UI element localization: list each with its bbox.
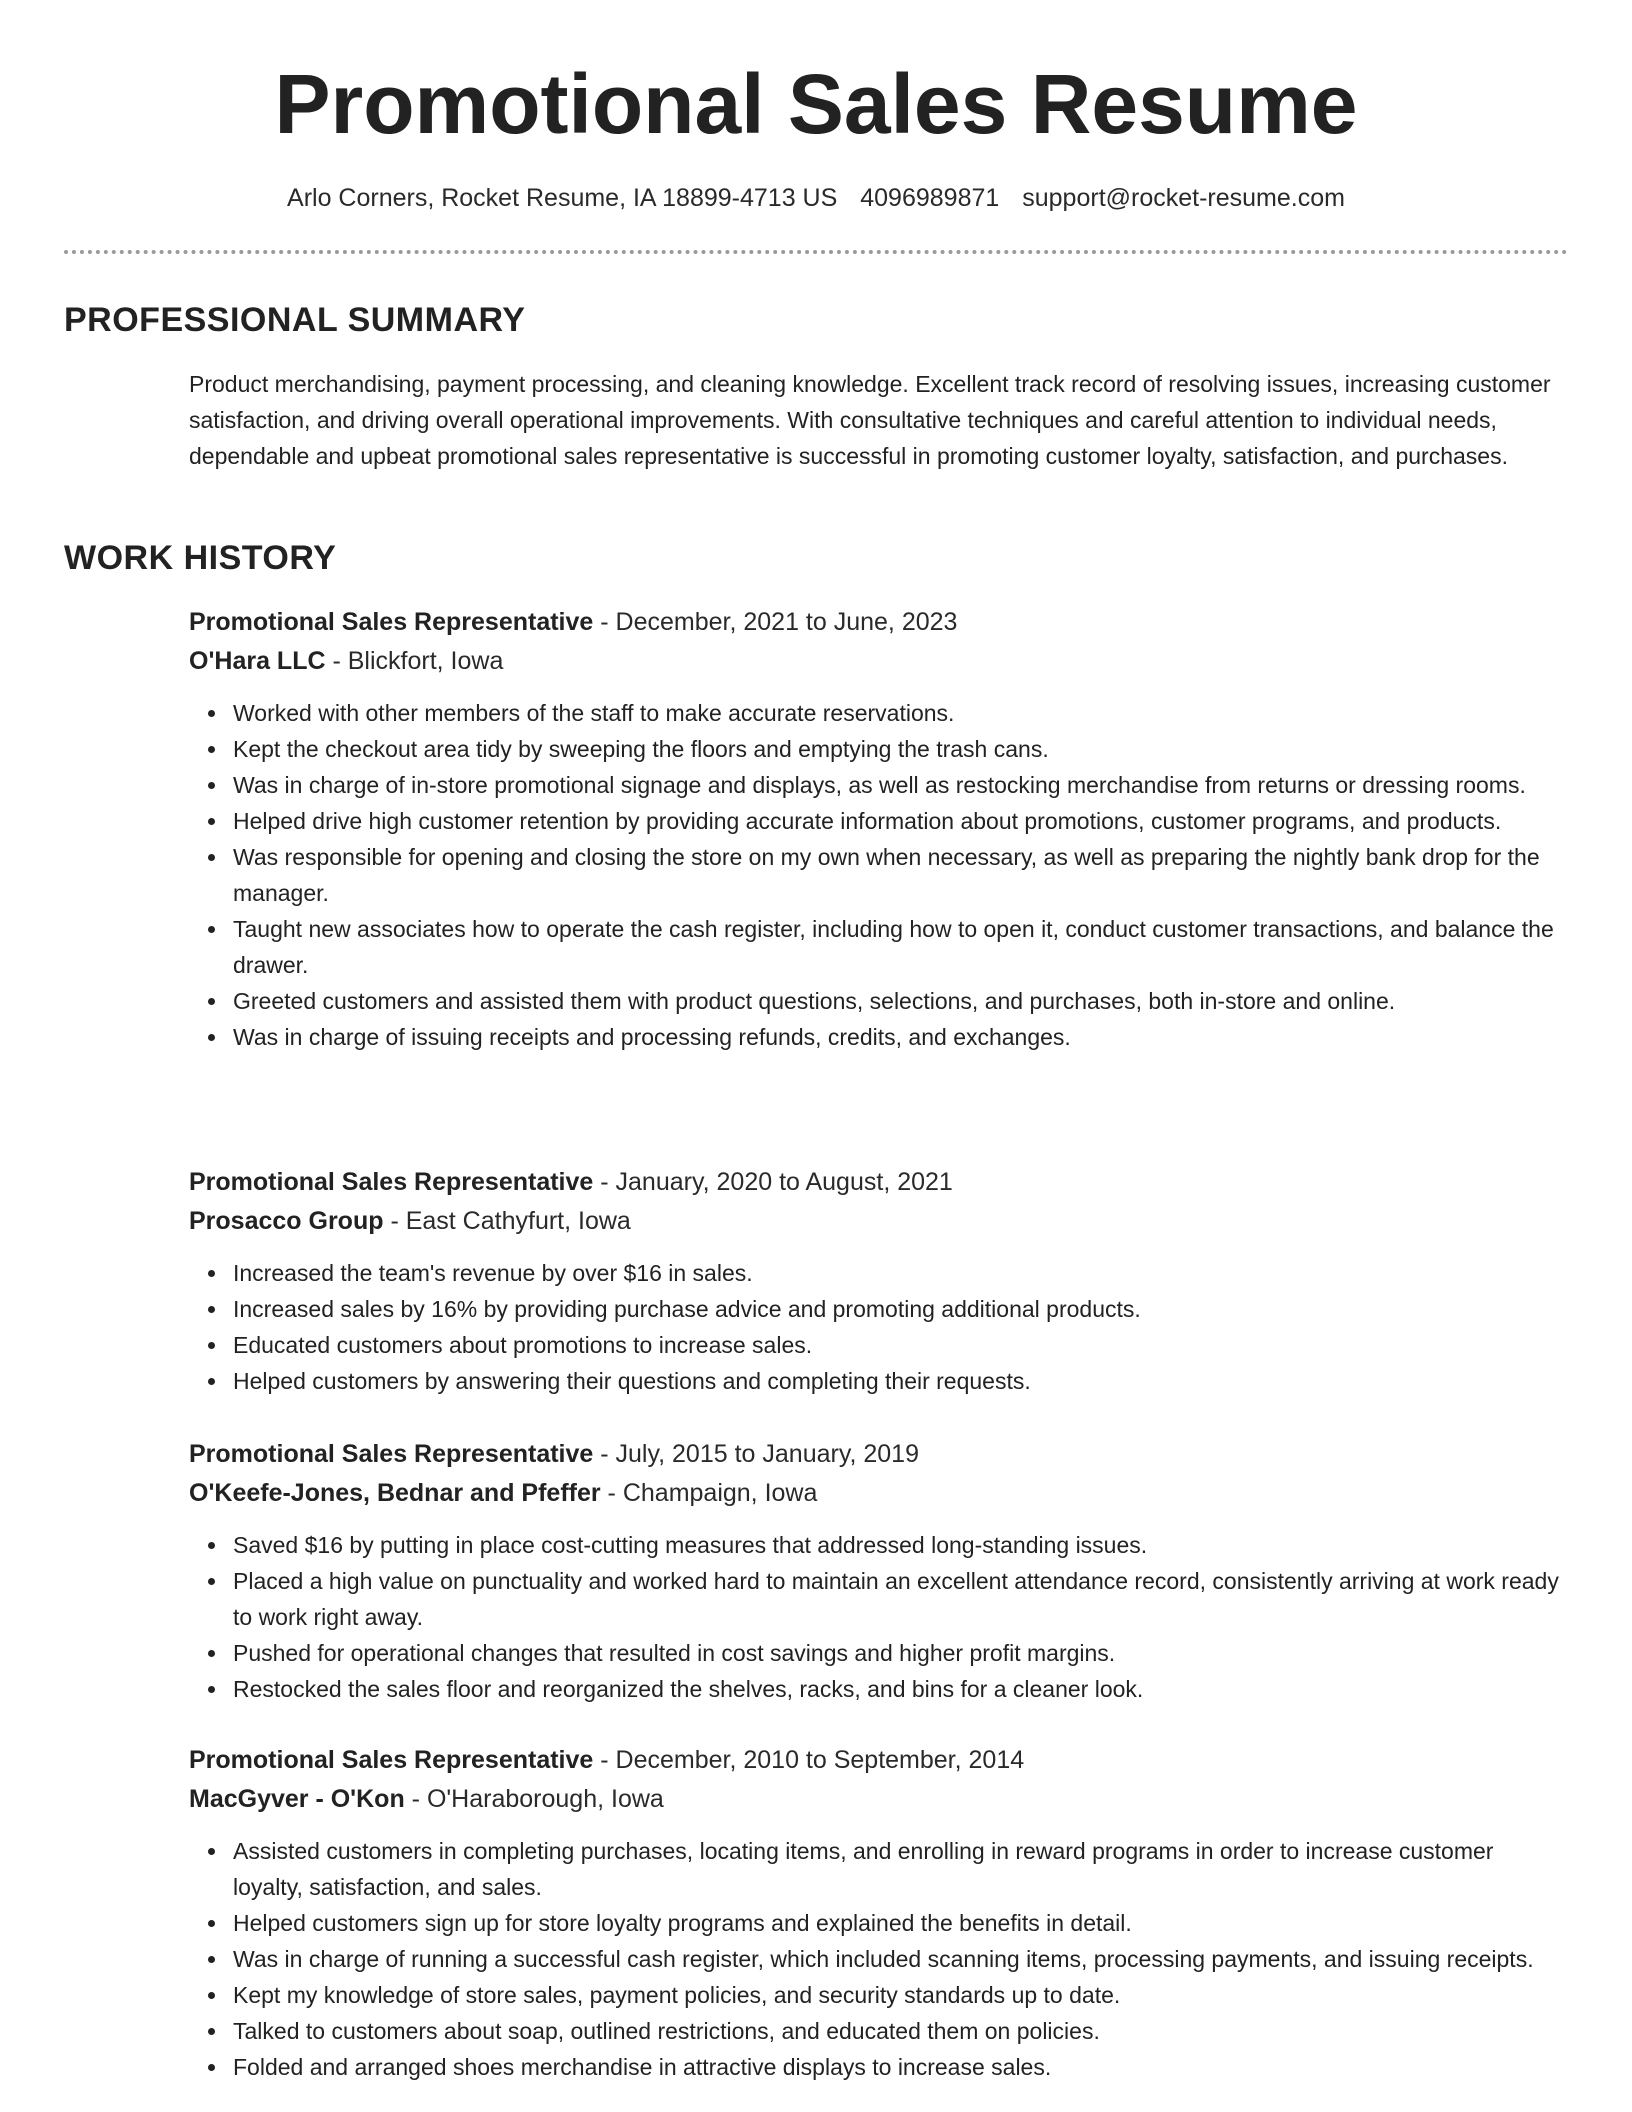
job-bullet: Taught new associates how to operate the cash register, including how to open it, conduct customer transactions, and balance the drawer. (233, 911, 1569, 983)
job-bullet: Increased the team's revenue by over $16 in sales. (233, 1255, 1569, 1291)
job-company-line (189, 1474, 1569, 1513)
job-bullet: Pushed for operational changes that resulted in cost savings and higher profit margins. (233, 1635, 1569, 1671)
header-divider (64, 250, 1568, 254)
job-company: O'Hara LLC (189, 647, 326, 675)
job-bullets (189, 1255, 1569, 1399)
job-bullet: Folded and arranged shoes merchandise in attractive displays to increase sales. (233, 2049, 1569, 2085)
job-bullet: Helped drive high customer retention by providing accurate information about promotions, customer programs, and products. (233, 803, 1569, 839)
job-bullet: Worked with other members of the staff to make accurate reservations. (233, 695, 1569, 731)
job-position: Promotional Sales Representative (189, 1440, 594, 1468)
job-bullet: Helped customers by answering their questions and completing their requests. (233, 1363, 1569, 1399)
contact-address: Arlo Corners, Rocket Resume, IA 18899-4713 US (287, 184, 838, 212)
job-location: - Champaign, Iowa (600, 1479, 818, 1507)
job-bullet: Assisted customers in completing purchases, locating items, and enrolling in reward programs in order to increase customer loyalty, satisfaction, and sales. (233, 1833, 1569, 1905)
job-bullet: Kept my knowledge of store sales, payment policies, and security standards up to date. (233, 1977, 1569, 2013)
job-bullets (189, 1833, 1569, 2085)
job-bullets (189, 695, 1569, 1055)
job-entry (189, 1163, 1569, 1399)
job-bullet: Helped customers sign up for store loyalty programs and explained the benefits in detail. (233, 1905, 1569, 1941)
job-bullet: Increased sales by 16% by providing purchase advice and promoting additional products. (233, 1291, 1569, 1327)
job-title-line (189, 1435, 1569, 1474)
job-dates: - January, 2020 to August, 2021 (593, 1168, 953, 1196)
job-company: O'Keefe-Jones, Bednar and Pfeffer (189, 1479, 601, 1507)
job-title-line (189, 603, 1569, 642)
contact-email: support@rocket-resume.com (1022, 184, 1345, 212)
job-position: Promotional Sales Representative (189, 1168, 594, 1196)
job-location: - O'Haraborough, Iowa (404, 1785, 664, 1813)
job-entry (189, 1741, 1569, 2085)
summary-text: Product merchandising, payment processing, and cleaning knowledge. Excellent track record of resolving issues, increasing customer satisfaction, and driving overall operational improvements. With consultative techniques and careful attention to individual needs, dependable and upbeat promotional sales representative is successful in promoting customer loyalty, satisfaction, and purchases. (189, 371, 1551, 469)
job-company: MacGyver - O'Kon (189, 1785, 405, 1813)
job-title-line (189, 1163, 1569, 1202)
job-dates: - December, 2021 to June, 2023 (593, 608, 958, 636)
job-bullet: Was responsible for opening and closing the store on my own when necessary, as well as preparing the nightly bank drop for the manager. (233, 839, 1569, 911)
contact-phone: 4096989871 (860, 184, 1000, 212)
job-position: Promotional Sales Representative (189, 608, 594, 636)
job-bullet: Placed a high value on punctuality and worked hard to maintain an excellent attendance record, consistently arriving at work ready to work right away. (233, 1563, 1569, 1635)
job-position: Promotional Sales Representative (189, 1746, 594, 1774)
job-bullet: Saved $16 by putting in place cost-cutting measures that addressed long-standing issues. (233, 1527, 1569, 1563)
job-location: - East Cathyfurt, Iowa (383, 1207, 631, 1235)
job-bullet: Restocked the sales floor and reorganized the shelves, racks, and bins for a cleaner look. (233, 1671, 1569, 1707)
job-company-line (189, 642, 1569, 681)
job-company-line (189, 1780, 1569, 1819)
job-location: - Blickfort, Iowa (325, 647, 504, 675)
work-history-heading: WORK HISTORY (64, 539, 337, 577)
resume-title: Promotional Sales Resume (274, 57, 1358, 151)
job-dates: - December, 2010 to September, 2014 (593, 1746, 1025, 1774)
contact-line (0, 180, 1632, 216)
job-bullet: Kept the checkout area tidy by sweeping the floors and emptying the trash cans. (233, 731, 1569, 767)
job-bullet: Talked to customers about soap, outlined restrictions, and educated them on policies. (233, 2013, 1569, 2049)
job-bullet: Educated customers about promotions to increase sales. (233, 1327, 1569, 1363)
job-bullet: Was in charge of running a successful cash register, which included scanning items, processing payments, and issuing receipts. (233, 1941, 1569, 1977)
summary-heading: PROFESSIONAL SUMMARY (64, 301, 526, 339)
job-bullet: Greeted customers and assisted them with product questions, selections, and purchases, both in-store and online. (233, 983, 1569, 1019)
job-entry (189, 1435, 1569, 1707)
job-entry (189, 603, 1569, 1055)
job-dates: - July, 2015 to January, 2019 (593, 1440, 919, 1468)
job-company: Prosacco Group (189, 1207, 384, 1235)
job-bullet: Was in charge of in-store promotional signage and displays, as well as restocking merchandise from returns or dressing rooms. (233, 767, 1569, 803)
job-title-line (189, 1741, 1569, 1780)
job-bullets (189, 1527, 1569, 1707)
job-bullet: Was in charge of issuing receipts and processing refunds, credits, and exchanges. (233, 1019, 1569, 1055)
job-company-line (189, 1202, 1569, 1241)
